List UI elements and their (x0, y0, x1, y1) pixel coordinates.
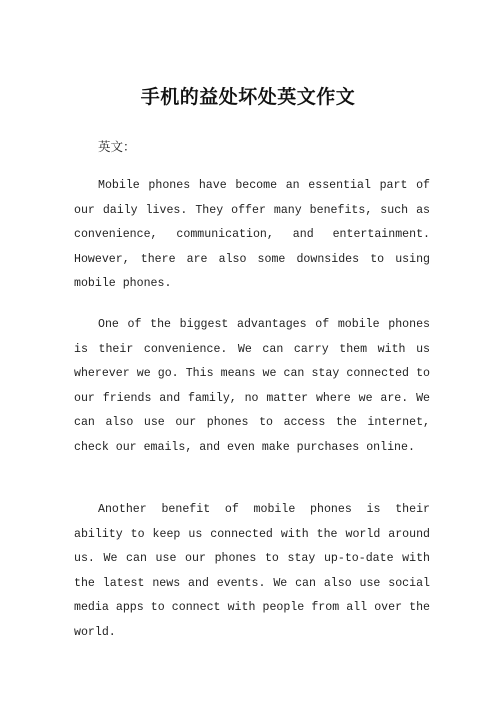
document-title: 手机的益处坏处英文作文 (140, 86, 356, 108)
paragraph: Mobile phones have become an essential part of our daily lives. They offer many benefits, such as convenience, communication, and entertainment. However, there are also some downsides to using mobile phones. (74, 179, 430, 290)
paragraph: Another benefit of mobile phones is their ability to keep us connected with the world around us. We can use our phones to stay up-to-date with the latest news and events. We can also use social media apps to connect with people from all over the world. (74, 503, 430, 639)
paragraph: One of the biggest advantages of mobile phones is their convenience. We can carry them with us wherever we go. This means we can stay connected to our friends and family, no matter where we are. We can also use our phones to access the internet, check our emails, and even make purchases online. (74, 318, 430, 454)
section-label: 英文： (98, 139, 136, 154)
